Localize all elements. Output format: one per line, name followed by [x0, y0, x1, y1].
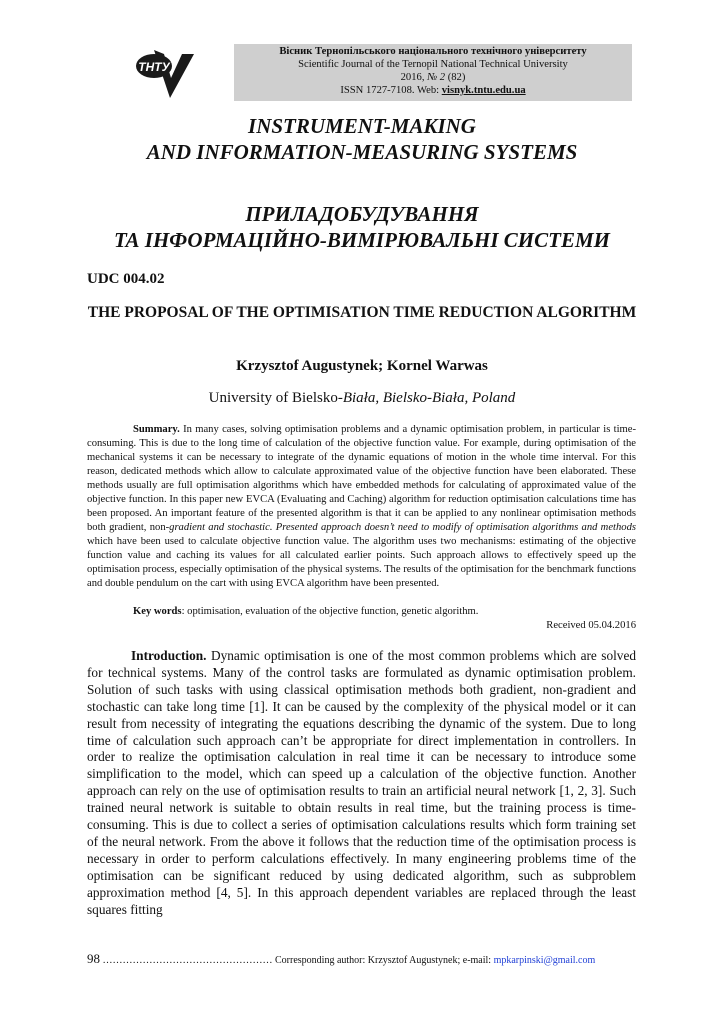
introduction-paragraph: Introduction. Dynamic optimisation is one of the most common problems which are solved for technical systems. Many of the control tasks are formulated as dynamic optimisation problem. Solution of such tasks with using classical optimisation methods both gradient, non-gradient and stochastic can take long time [1]. It can be caused by the complexity of the physical model or it can result from necessity of integrating the equations describing the dynamic of the system. Due to long time of calculation such approach can’t be appropriate for direct implementation in controllers. In order to realize the optimisation calculation in real time it can be necessary to introduce some simplification to the model, which can speed up a calculation of the objective function. Another approach can rely on the use of optimisation results to train an artificial neural network [1, 2, 3]. Such trained neural network is suitable to obtain results in real time, but the training process is time-consuming. This is due to collect a series of optimisation calculations results which form training set of the neural network. From the above it follows that the reduction time of the optimisation process is necessary in order to perform calculations effectively. In many engineering problems time of the optimisation can be significant reduced by using dedicated algorithm, such as subproblem approximation method [4, 5]. In this approach dependent variables are replaced through the least squares fitting: [87, 648, 636, 917]
page-footer: [87, 951, 636, 967]
journal-issue: 2016, № 2 (82): [400, 72, 466, 83]
paper-title: THE PROPOSAL OF THE OPTIMISATION TIME REDUCTION ALGORITHM: [87, 304, 637, 321]
authors: Krzysztof Augustynek; Kornel Warwas: [236, 358, 488, 374]
section-title-ua: ПРИЛАДОБУДУВАННЯ ТА ІНФОРМАЦІЙНО-ВИМІРЮВАЛЬНІ СИСТЕМИ: [114, 202, 610, 252]
journal-header: [234, 44, 632, 101]
affiliation: University of Bielsko-Biała, Bielsko-Biała, Poland: [208, 390, 516, 406]
corresponding-author: Corresponding author: Krzysztof Augustynek; e-mail:: [275, 955, 492, 966]
journal-name-ua: Вісник Тернопільського національного технічного університету: [279, 46, 587, 57]
journal-issn: ISSN 1727-7108. Web: visnyk.tntu.edu.ua: [340, 85, 526, 96]
university-logo: [130, 44, 194, 104]
journal-name-en: Scientific Journal of the Ternopil National Technical University: [298, 59, 568, 70]
footer-dots: ……………………………………………: [102, 955, 273, 966]
keywords: Key words: optimisation, evaluation of the objective function, genetic algorithm.: [133, 606, 479, 617]
section-title-en: INSTRUMENT-MAKING AND INFORMATION-MEASURING SYSTEMS: [146, 114, 578, 164]
abstract: Summary. In many cases, solving optimisation problems and a dynamic optimisation problem, in particular is time-consuming. This is due to the long time of calculation of the objective function value. For example, during optimisation of the mechanical systems it can be necessary to integrate of the dynamic equations of motion in the whole time interval. For this reason, dedicated methods which allow to calculate approximated value of the objective function have been elaborated. These methods usually are full optimisation algorithms which have embedded methods for calculating of approximated value of the objective function. In this paper new EVCA (Evaluating and Caching) algorithm for reduction optimisation calculations time has been proposed. An important feature of the presented algorithm is that it can be applied to any nonlinear optimisation methods both gradient, non-gradient and stochastic. Presented approach doesn’t need to modify of optimisation algorithms and methods which have been used to calculate objective function value. The algorithm uses two mechanisms: estimating of the objective function value and caching its values for all calculated earlier points. Such approach allows to effectively speed up the optimisation process, especially optimisation of the physical systems. The results of the optimisation for the benchmark functions and double pendulum on the cart with using EVCA algorithm have been presented.: [87, 424, 636, 589]
udc-code: UDC 004.02: [87, 271, 165, 287]
received-date: Received 05.04.2016: [546, 620, 636, 631]
introduction-heading: Introduction.: [131, 648, 207, 663]
journal-web-link[interactable]: visnyk.tntu.edu.ua: [441, 85, 526, 96]
logo-text: ТНТУ: [138, 60, 170, 74]
author-email-link[interactable]: mpkarpinski@gmail.com: [493, 955, 596, 966]
page-number: 98: [87, 951, 100, 966]
abstract-label: Summary.: [133, 424, 180, 435]
